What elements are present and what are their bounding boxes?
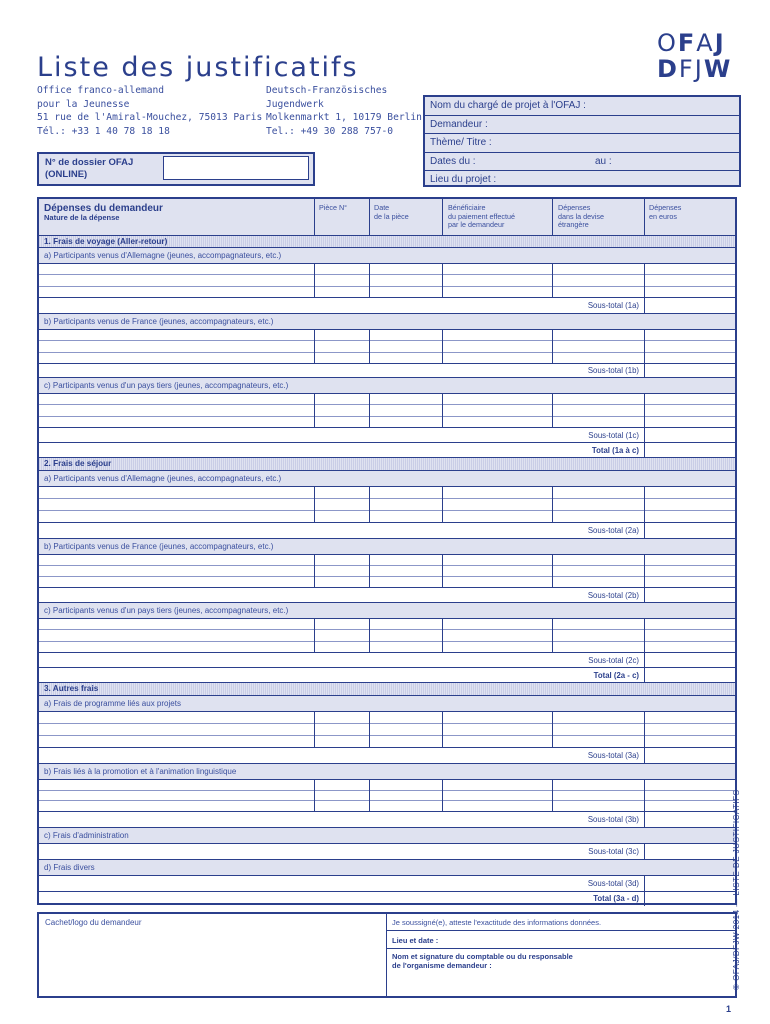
table-row[interactable] [39, 780, 735, 790]
subtotal-amount-cell[interactable] [645, 653, 735, 667]
subtotal-amount-cell[interactable] [645, 298, 735, 312]
subsection-heading: a) Frais de programme liés aux projets [39, 696, 735, 711]
column-divider [314, 618, 315, 652]
column-divider [644, 329, 645, 363]
column-divider [314, 779, 315, 811]
column-divider [369, 263, 370, 297]
column-divider [644, 199, 645, 235]
column-divider [314, 393, 315, 427]
field-label: Lieu du projet : [430, 174, 497, 186]
column-divider [442, 393, 443, 427]
table-row[interactable] [39, 417, 735, 427]
subtotal-amount-cell[interactable] [645, 876, 735, 890]
subsection-heading: b) Participants venus de France (jeunes, accompagnateurs, etc.) [39, 314, 735, 329]
lieu-date-field[interactable]: Lieu et date : [392, 936, 439, 945]
table-header [39, 199, 735, 236]
column-divider [442, 329, 443, 363]
table-row[interactable] [39, 341, 735, 351]
column-divider [644, 618, 645, 652]
subtotal-amount-cell[interactable] [645, 428, 735, 442]
subsection-heading: a) Participants venus d'Allemagne (jeunes, accompagnateurs, etc.) [39, 471, 735, 486]
column-divider [552, 486, 553, 522]
column-divider [644, 486, 645, 522]
field-label: Thème/ Titre : [430, 137, 492, 149]
subtotal-label: Sous-total (1b) [587, 366, 639, 375]
column-divider [552, 263, 553, 297]
column-divider [552, 779, 553, 811]
table-row[interactable] [39, 353, 735, 363]
address-line: Deutsch-Französisches [266, 85, 388, 96]
section-heading: 2. Frais de séjour [39, 458, 735, 470]
address-line: 51 rue de l'Amiral-Mouchez, 75013 Paris [37, 112, 263, 123]
address-line: Tél.: +33 1 40 78 18 18 [37, 125, 170, 137]
column-divider [369, 486, 370, 522]
dossier-label-line: (ONLINE) [45, 169, 88, 180]
column-divider [442, 486, 443, 522]
address-line: pour la Jeunesse [37, 98, 130, 110]
table-row[interactable] [39, 330, 735, 340]
project-info-box [423, 95, 741, 187]
total-label: Total (3a - d) [593, 894, 639, 903]
column-divider [442, 554, 443, 587]
col-header-main: Dépenses du demandeur [44, 203, 163, 214]
field-dates[interactable] [425, 153, 739, 172]
subtotal-amount-cell[interactable] [645, 748, 735, 762]
address-line: Tel.: +49 30 288 757-0 [266, 125, 394, 137]
page-number: 1 [726, 1004, 732, 1014]
page-title: Liste des justificatifs [37, 52, 359, 83]
header-line: Date [374, 203, 390, 212]
subsection-heading: c) Participants venus d'un pays tiers (jeunes, accompagnateurs, etc.) [39, 378, 735, 393]
column-divider [552, 618, 553, 652]
subsection-heading: d) Frais divers [39, 860, 735, 875]
table-row[interactable] [39, 405, 735, 415]
subsection-heading: c) Participants venus d'un pays tiers (jeunes, accompagnateurs, etc.) [39, 603, 735, 618]
subtotal-label: Sous-total (1a) [587, 301, 639, 310]
signature-label-line: Nom et signature du comptable ou du responsable [392, 952, 573, 961]
subtotal-amount-cell[interactable] [645, 844, 735, 858]
table-row[interactable] [39, 487, 735, 498]
table-row[interactable] [39, 499, 735, 510]
column-divider [644, 554, 645, 587]
table-row[interactable] [39, 642, 735, 652]
column-divider [552, 329, 553, 363]
header-line: par le demandeur [448, 220, 505, 229]
column-divider [644, 779, 645, 811]
ofaj-logo [657, 30, 732, 82]
column-divider [442, 263, 443, 297]
subsection-heading: b) Participants venus de France (jeunes, accompagnateurs, etc.) [39, 539, 735, 554]
dossier-label [45, 157, 133, 181]
table-row[interactable] [39, 736, 735, 747]
logo-line-2: DFJW [657, 55, 733, 83]
column-divider [369, 329, 370, 363]
address-french [37, 84, 262, 138]
column-divider [314, 263, 315, 297]
expense-table [37, 197, 737, 905]
field-charge-projet[interactable] [425, 97, 739, 116]
signature-box [37, 912, 737, 998]
address-line: Office franco-allemand [37, 85, 165, 96]
subsection-heading: b) Frais liés à la promotion et à l'animation linguistique [39, 764, 735, 779]
table-row[interactable] [39, 791, 735, 801]
col-header-beneficiaire [448, 204, 515, 230]
column-divider [552, 393, 553, 427]
subtotal-label: Sous-total (3c) [588, 847, 639, 856]
column-divider [442, 199, 443, 235]
field-theme-titre[interactable] [425, 134, 739, 153]
subsection-heading: c) Frais d'administration [39, 828, 735, 843]
subtotal-amount-cell[interactable] [645, 812, 735, 826]
col-header-date [374, 204, 409, 221]
subtotal-label: Sous-total (2b) [587, 591, 639, 600]
dossier-number-box [37, 152, 315, 186]
table-row[interactable] [39, 619, 735, 629]
subtotal-amount-cell[interactable] [645, 523, 735, 537]
column-divider [442, 711, 443, 747]
column-divider [314, 554, 315, 587]
table-row[interactable] [39, 555, 735, 565]
column-divider [369, 779, 370, 811]
header-line: étrangère [558, 220, 589, 229]
total-label: Total (1a à c) [591, 446, 639, 455]
column-divider [314, 329, 315, 363]
subtotal-label: Sous-total (3b) [587, 815, 639, 824]
field-label: Nom du chargé de projet à l'OFAJ : [430, 100, 586, 111]
table-row[interactable] [39, 287, 735, 297]
field-lieu-projet[interactable] [425, 171, 739, 189]
address-line: Molkenmarkt 1, 10179 Berlin [266, 112, 422, 123]
column-divider [369, 199, 370, 235]
field-label: Demandeur : [430, 118, 488, 130]
column-divider [644, 711, 645, 747]
column-divider [369, 711, 370, 747]
section-heading: 3. Autres frais [39, 683, 735, 695]
column-divider [644, 263, 645, 297]
dossier-number-input[interactable] [163, 156, 309, 180]
attestation-text: Je soussigné(e), atteste l'exactitude des informations données. [392, 918, 602, 927]
logo-line-1: OFAJ [657, 29, 726, 57]
column-divider [442, 618, 443, 652]
column-divider [442, 779, 443, 811]
column-divider [314, 711, 315, 747]
subsection-heading: a) Participants venus d'Allemagne (jeunes, accompagnateurs, etc.) [39, 248, 735, 263]
table-row[interactable] [39, 577, 735, 587]
table-row[interactable] [39, 275, 735, 285]
header-line: Dépenses [649, 203, 682, 212]
header-line: Dépenses [558, 203, 591, 212]
total-label: Total (2a - c) [593, 671, 639, 680]
col-header-devise [558, 204, 604, 230]
section-heading: 1. Frais de voyage (Aller-retour) [39, 236, 735, 247]
signature-field[interactable] [392, 952, 573, 970]
header-line: de la pièce [374, 211, 409, 221]
total-amount-cell[interactable] [645, 443, 735, 457]
table-row[interactable] [39, 566, 735, 576]
table-row[interactable] [39, 801, 735, 811]
header-line: dans la devise [558, 211, 604, 221]
field-label-au: au : [595, 155, 612, 167]
total-amount-cell[interactable] [645, 668, 735, 682]
copyright-side-text: © OFAJ/DFJW 2014 — LISTE DE JUSTIFICATIFS [732, 789, 741, 990]
table-row[interactable] [39, 394, 735, 404]
subtotal-label: Sous-total (3a) [587, 751, 639, 760]
dossier-label-line: N° de dossier OFAJ [45, 157, 134, 168]
cachet-label[interactable]: Cachet/logo du demandeur [45, 918, 142, 927]
subtotal-label: Sous-total (1c) [588, 431, 639, 440]
col-header-piece: Pièce N° [319, 203, 348, 212]
address-line: Jugendwerk [266, 98, 324, 110]
subtotal-label: Sous-total (3d) [587, 879, 639, 888]
column-divider [552, 554, 553, 587]
subtotal-amount-cell[interactable] [645, 588, 735, 602]
subtotal-label: Sous-total (2a) [587, 526, 639, 535]
table-row[interactable] [39, 630, 735, 640]
header-line: du paiement effectué [448, 211, 516, 221]
address-german [266, 84, 422, 138]
col-header-main-sub: Nature de la dépense [44, 213, 120, 222]
column-divider [552, 711, 553, 747]
table-row[interactable] [39, 724, 735, 735]
header-line: en euros [649, 211, 677, 221]
signature-label-line: de l'organisme demandeur : [392, 961, 492, 970]
col-header-euros [649, 204, 681, 221]
header-line: Bénéficiaire [448, 203, 486, 212]
column-divider [644, 393, 645, 427]
table-row[interactable] [39, 712, 735, 723]
total-amount-cell[interactable] [645, 892, 735, 905]
column-divider [314, 486, 315, 522]
subtotal-label: Sous-total (2c) [588, 656, 639, 665]
table-row[interactable] [39, 264, 735, 274]
field-demandeur[interactable] [425, 116, 739, 135]
column-divider [314, 199, 315, 235]
subtotal-amount-cell[interactable] [645, 364, 735, 377]
column-divider [369, 618, 370, 652]
field-label: Dates du : [430, 155, 476, 167]
table-row[interactable] [39, 511, 735, 522]
column-divider [369, 554, 370, 587]
column-divider [369, 393, 370, 427]
column-divider [552, 199, 553, 235]
